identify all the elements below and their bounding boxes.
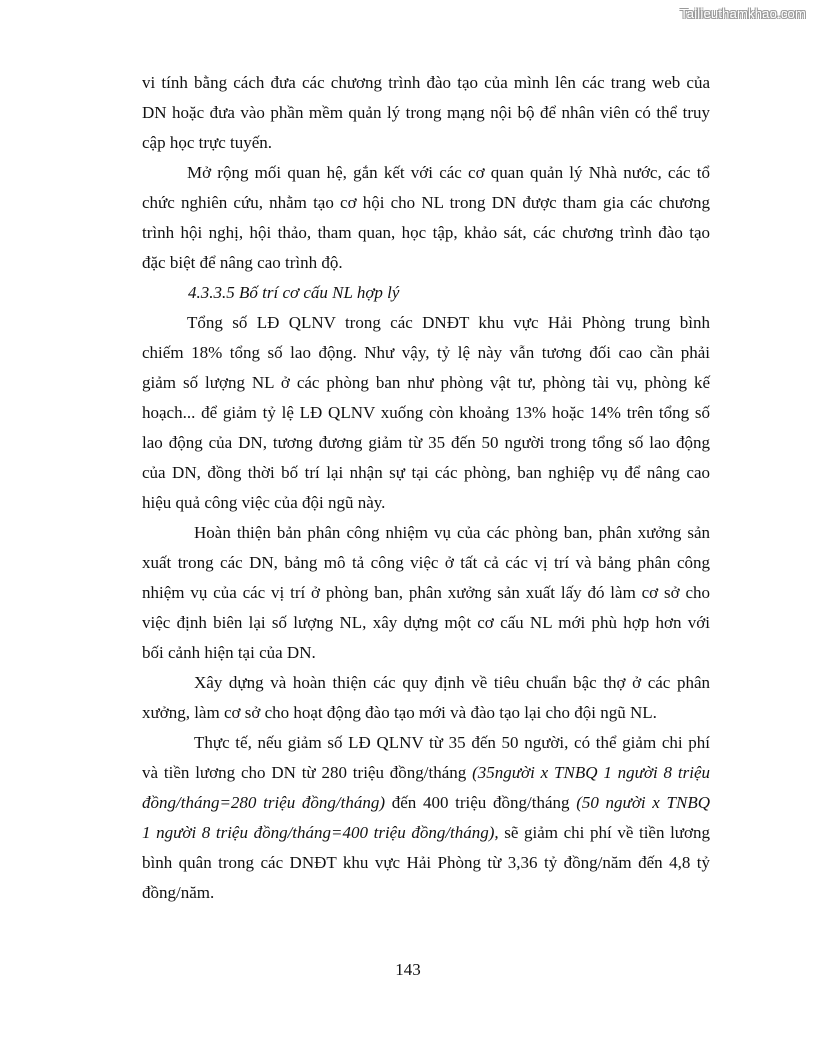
text-line: cập học trực tuyến. xyxy=(142,133,273,152)
text-line: chức nghiên cứu, nhằm tạo cơ hội cho NL trong DN được tham gia các chương xyxy=(142,193,710,212)
watermark: Tailieuthamkhao.com xyxy=(680,6,806,21)
text-line: Xây dựng và hoàn thiện các quy định về tiêu chuẩn bậc thợ ở các phân xyxy=(194,673,710,692)
text-line: xưởng, làm cơ sở cho hoạt động đào tạo mới và đào tạo lại cho đội ngũ NL. xyxy=(142,703,657,722)
text-line: Tổng số LĐ QLNV trong các DNĐT khu vực Hải Phòng trung bình xyxy=(187,313,710,332)
text-line: nhiệm vụ của các vị trí ở phòng ban, phân xưởng sản xuất lấy đó làm cơ sở cho xyxy=(142,583,710,602)
text-run: đến 400 triệu đồng/tháng xyxy=(385,793,577,812)
paragraph xyxy=(142,728,710,908)
text-line: giảm số lượng NL ở các phòng ban như phòng vật tư, phòng tài vụ, phòng kế xyxy=(142,373,710,392)
paragraph xyxy=(142,308,710,518)
text-line: hoạch... để giảm tỷ lệ LĐ QLNV xuống còn khoảng 13% hoặc 14% trên tổng số xyxy=(142,403,710,422)
text-line: bối cảnh hiện tại của DN. xyxy=(142,643,316,662)
text-line: Hoàn thiện bản phân công nhiệm vụ của các phòng ban, phân xưởng sản xyxy=(194,523,710,542)
page-number: 143 xyxy=(395,960,421,979)
paragraph xyxy=(142,668,710,728)
text-line: Thực tế, nếu giảm số LĐ QLNV từ 35 đến 50 người, có thể giảm chi phí xyxy=(194,733,710,752)
text-run: sẽ giảm chi phí về tiền lương xyxy=(498,823,710,842)
section-heading: 4.3.3.5 Bố trí cơ cấu NL hợp lý xyxy=(188,283,400,302)
italic-text-run: (35người x TNBQ 1 người 8 triệu xyxy=(472,763,710,782)
italic-text-run: 1 người 8 triệu đồng/tháng=400 triệu đồng/tháng), xyxy=(142,823,499,842)
text-line xyxy=(142,788,710,818)
italic-text-run: đồng/tháng=280 triệu đồng/tháng) xyxy=(142,793,386,812)
text-line xyxy=(142,758,710,788)
text-line xyxy=(142,818,710,848)
text-line: của DN, đồng thời bố trí lại nhận sự tại các phòng, ban nghiệp vụ để nâng cao xyxy=(142,463,710,482)
text-line: chiếm 18% tổng số lao động. Như vậy, tỷ lệ này vẫn tương đối cao cần phải xyxy=(142,343,710,362)
text-line: đặc biệt để nâng cao trình độ. xyxy=(142,253,343,272)
text-line: vi tính bằng cách đưa các chương trình đào tạo của mình lên các trang web của xyxy=(142,73,710,92)
text-line: lao động của DN, tương đương giảm từ 35 đến 50 người trong tổng số lao động xyxy=(142,433,710,452)
text-line: Mở rộng mối quan hệ, gắn kết với các cơ quan quản lý Nhà nước, các tổ xyxy=(187,163,710,182)
text-line: bình quân trong các DNĐT khu vực Hải Phòng từ 3,36 tỷ đồng/năm đến 4,8 tỷ xyxy=(142,853,710,872)
italic-text-run: (50 người x TNBQ xyxy=(576,793,710,812)
text-line: hiệu quả công việc của đội ngũ này. xyxy=(142,493,386,512)
page-body xyxy=(142,68,710,908)
paragraph xyxy=(142,68,710,158)
paragraph xyxy=(142,158,710,278)
text-line: trình hội nghị, hội thảo, tham quan, học tập, khảo sát, các chương trình đào tạo xyxy=(142,223,710,242)
text-line: đồng/năm. xyxy=(142,883,215,902)
paragraph xyxy=(142,518,710,668)
text-line: DN hoặc đưa vào phần mềm quản lý trong mạng nội bộ để nhân viên có thể truy xyxy=(142,103,710,122)
text-line: việc định biên lại số lượng NL, xây dựng một cơ cấu NL mới phù hợp hơn với xyxy=(142,613,710,632)
text-line: xuất trong các DN, bảng mô tả công việc ở tất cả các vị trí và bảng phân công xyxy=(142,553,710,572)
text-run: và tiền lương cho DN từ 280 triệu đồng/tháng xyxy=(142,763,473,782)
